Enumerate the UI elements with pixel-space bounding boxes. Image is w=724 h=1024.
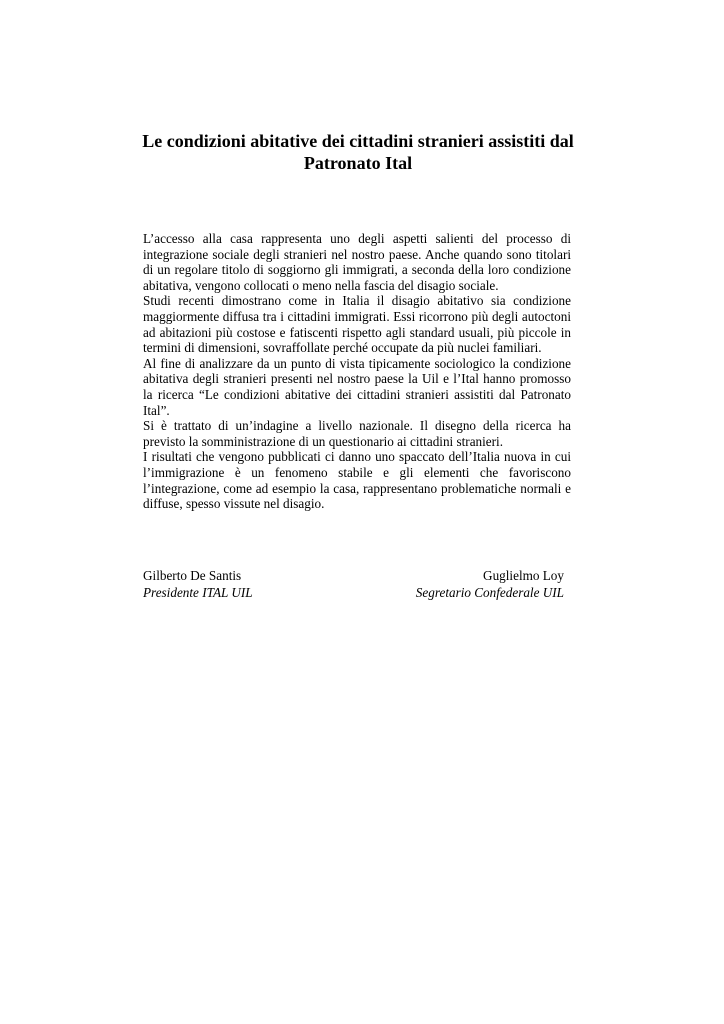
title-line-2: Patronato Ital (303, 153, 413, 173)
signatory-role-left: Presidente ITAL UIL (143, 584, 253, 600)
signatory-role-right: Segretario Confederale UIL (415, 584, 564, 600)
signatory-name-left: Gilberto De Santis (143, 568, 242, 583)
paragraph-3: Al fine di analizzare da un punto di vista tipicamente sociologico la condizione abitativa degli stranieri presenti nel nostro paese la Uil e l’Ital hanno promosso la ricerca “Le condizioni abitative dei cittadini stranieri assistiti dal Patronato Ital”. (143, 355, 571, 418)
signatory-name-right: Guglielmo Loy (483, 568, 564, 583)
signature-left (143, 568, 253, 601)
document-title (100, 130, 616, 174)
signature-right (416, 568, 564, 601)
paragraph-5: I risultati che vengono pubblicati ci danno uno spaccato dell’Italia nuova in cui l’immigrazione è un fenomeno stabile e gli elementi che favoriscono l’integrazione, come ad esempio la casa, rappresentano problematiche normali e diffuse, spesso vissute nel disagio. (143, 449, 571, 512)
document-body (143, 231, 571, 512)
paragraph-4: Si è trattato di un’indagine a livello nazionale. Il disegno della ricerca ha previsto la somministrazione di un questionario ai cittadini stranieri. (143, 418, 571, 449)
title-line-1: Le condizioni abitative dei cittadini stranieri assistiti dal (142, 131, 574, 151)
paragraph-1: L’accesso alla casa rappresenta uno degli aspetti salienti del processo di integrazione sociale degli stranieri nel nostro paese. Anche quando sono titolari di un regolare titolo di soggiorno gli immigrati, a seconda della loro condizione abitativa, vengono collocati o meno nella fascia del disagio sociale. (143, 231, 571, 293)
paragraph-2: Studi recenti dimostrano come in Italia il disagio abitativo sia condizione maggiormente diffusa tra i cittadini immigrati. Essi ricorrono più degli autoctoni ad abitazioni più costose e fatiscenti rispetto agli standard usuali, più piccole in termini di dimensioni, sovraffollate perché occupate da più nuclei familiari. (143, 293, 571, 356)
